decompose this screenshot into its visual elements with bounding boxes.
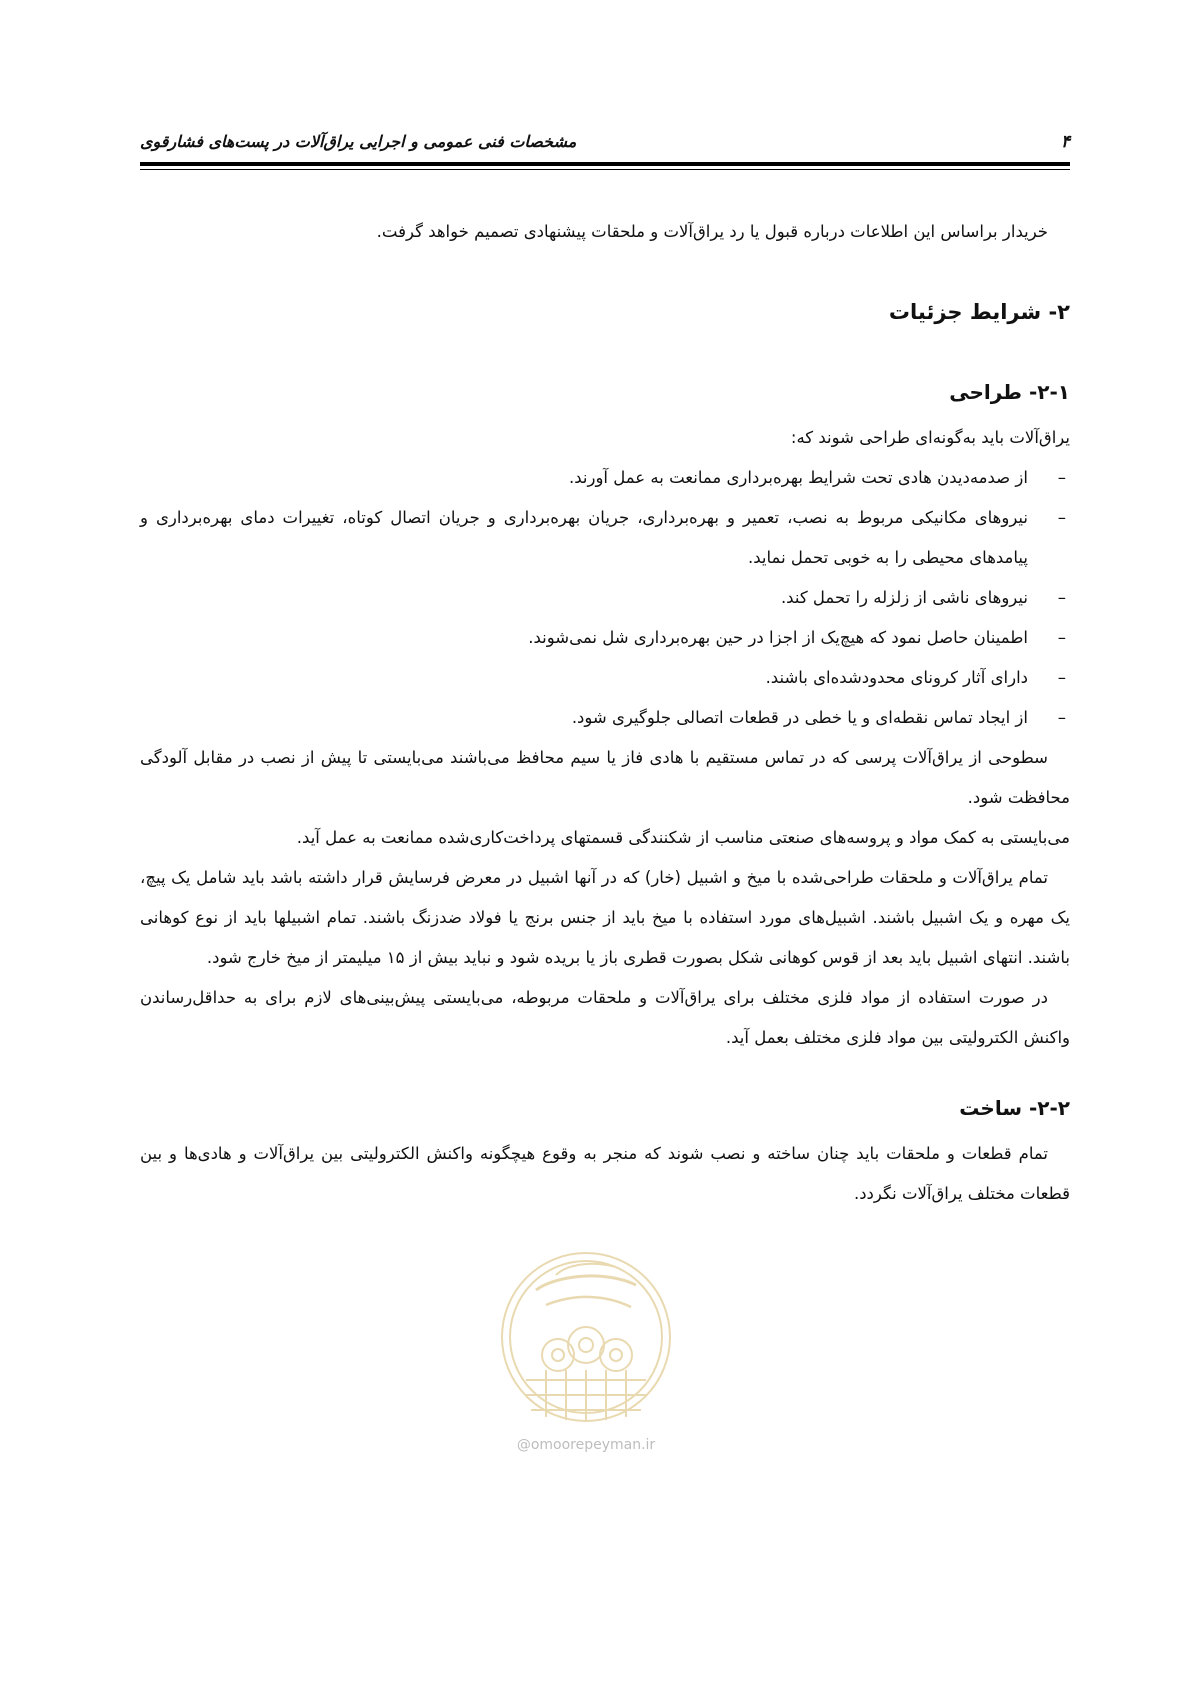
page-header — [140, 132, 1070, 156]
running-title: مشخصات فنی عمومی و اجرایی یراق‌آلات در پست‌های فشارقوی — [140, 132, 577, 151]
list-item — [140, 458, 1070, 498]
bullet-dash: – — [1057, 708, 1066, 727]
bullet-text: نیروهای ناشی از زلزله را تحمل کند. — [780, 588, 1028, 607]
bullet-text: نیروهای مکانیکی مربوط به نصب، تعمیر و بهره‌برداری، جریان بهره‌برداری و جریان اتصال کوتاه، تغییرات دمای بهره‌برداری و پیامدهای محیطی را به خوبی تحمل نماید. — [140, 508, 1028, 567]
bullet-dash: – — [1057, 508, 1066, 527]
list-item — [140, 698, 1070, 738]
list-item — [140, 498, 1070, 578]
design-lead-paragraph: یراق‌آلات باید به‌گونه‌ای طراحی شوند که: — [790, 428, 1070, 447]
bullet-dash: – — [1057, 468, 1066, 487]
surfaces-paragraph: سطوحی از یراق‌آلات پرسی که در تماس مستقیم با هادی فاز یا سیم محافظ می‌باشند می‌بایستی تا پیش از نصب در مقابل آلودگی محافظت شود. — [140, 748, 1070, 807]
cotter-pin-paragraph: تمام یراق‌آلات و ملحقات طراحی‌شده با میخ و اشبیل (خار) که در آنها اشبیل در معرض فرسایش قرار داشته باشد باید شامل یک پیچ، یک مهره و یک اشبیل باشند. اشبیل‌های مورد استفاده با میخ باید از جنس برنج یا فولاد ضدزنگ باشند. تمام اشبیلها باید از نوع کوهانی باشند. انتهای اشبیل باید بعد از قوس کوهانی شکل بصورت قطری باز یا بریده شود و نباید بیش از ۱۵ میلیمتر از میخ خارج شود. — [140, 868, 1070, 967]
intro-paragraph: خریدار براساس این اطلاعات درباره قبول یا رد یراق‌آلات و ملحقات پیشنهادی تصمیم خواهد گرفت. — [376, 222, 1048, 241]
bullet-dash: – — [1057, 588, 1066, 607]
section-2-2-heading: ۲-۲- ساخت — [959, 1096, 1070, 1120]
header-rule-thick — [140, 162, 1070, 166]
list-item — [140, 618, 1070, 658]
section-2-1-heading: ۲-۱- طراحی — [949, 380, 1070, 404]
design-requirements-list — [140, 458, 1070, 738]
list-item — [140, 578, 1070, 618]
page-number: ۴ — [1060, 132, 1070, 152]
bullet-text: از ایجاد تماس نقطه‌ای و یا خطی در قطعات اتصالی جلوگیری شود. — [571, 708, 1028, 727]
bullet-text: از صدمه‌دیدن هادی تحت شرایط بهره‌برداری ممانعت به عمل آورند. — [569, 468, 1028, 487]
page-body — [140, 212, 1070, 1214]
watermark-logo — [496, 1245, 676, 1475]
bullet-dash: – — [1057, 628, 1066, 647]
bullet-dash: – — [1057, 668, 1066, 687]
bullet-text: دارای آثار کرونای محدودشده‌ای باشند. — [765, 668, 1028, 687]
construction-paragraph: تمام قطعات و ملحقات باید چنان ساخته و نصب شوند که منجر به وقوع هیچگونه واکنش الکترولیتی بین یراق‌آلات و هادی‌ها و بین قطعات مختلف یراق‌آلات نگردد. — [140, 1144, 1070, 1203]
bullet-text: اطمینان حاصل نمود که هیچ‌یک از اجزا در حین بهره‌برداری شل نمی‌شوند. — [528, 628, 1028, 647]
list-item — [140, 658, 1070, 698]
materials-paragraph: می‌بایستی به کمک مواد و پروسه‌های صنعتی مناسب از شکنندگی قسمتهای پرداخت‌کاری‌شده ممانعت به عمل آید. — [296, 828, 1070, 847]
watermark-seal-icon — [496, 1245, 676, 1435]
section-2-heading: ۲- شرایط جزئیات — [888, 300, 1070, 324]
metals-paragraph: در صورت استفاده از مواد فلزی مختلف برای یراق‌آلات و ملحقات مربوطه، می‌بایستی پیش‌بینی‌های لازم برای به حداقل‌رساندن واکنش الکترولیتی بین مواد فلزی مختلف بعمل آید. — [140, 988, 1070, 1047]
header-rule-thin — [140, 169, 1070, 170]
watermark-url: @omoorepeyman.ir — [516, 1437, 656, 1453]
